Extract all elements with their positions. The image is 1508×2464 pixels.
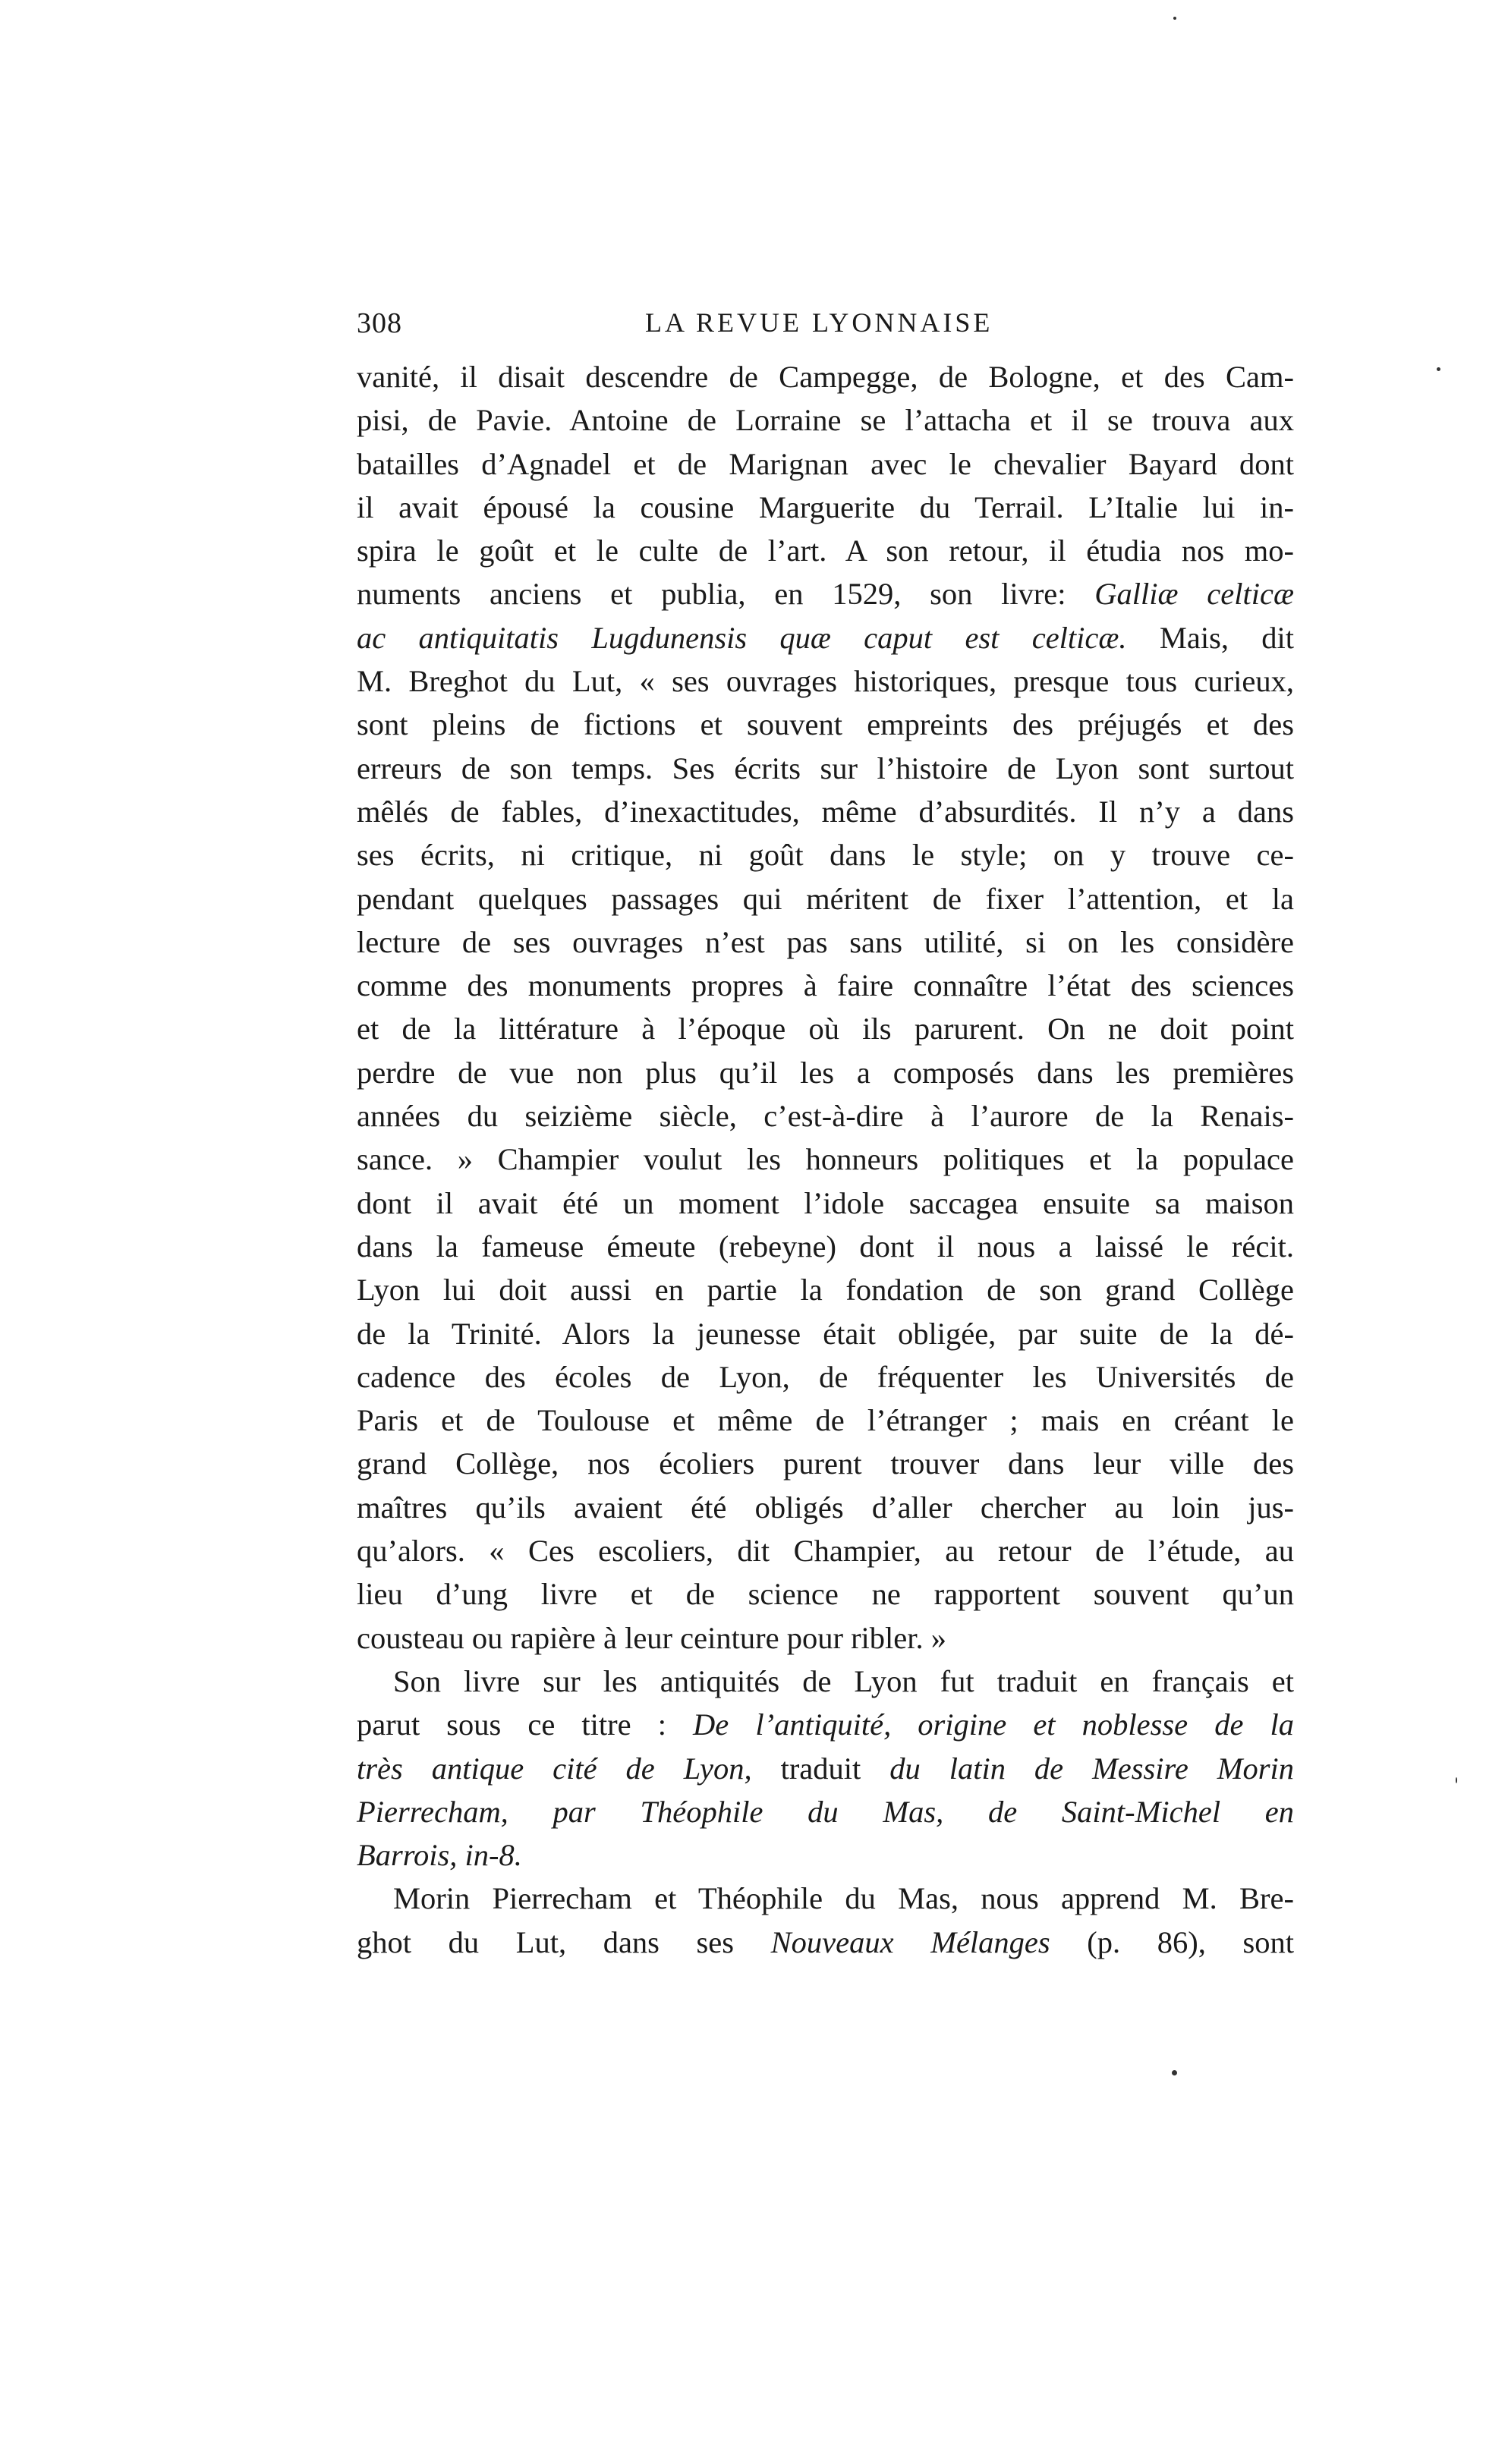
text-line — [357, 790, 1294, 833]
text-run: parut sous ce titre : — [357, 1707, 694, 1742]
text-line — [357, 659, 1294, 703]
text-run: et de la littérature à l’époque où ils parurent. On ne doit point — [357, 1012, 1294, 1046]
text-line — [357, 1007, 1294, 1050]
text-run: lecture de ses ouvrages n’est pas sans utilité, si on les considère — [357, 924, 1294, 959]
text-line — [357, 833, 1294, 876]
text-run: spira le goût et le culte de l’art. A son retour, il étudia nos mo- — [357, 533, 1294, 568]
text-line — [357, 572, 1294, 615]
italic-text: très antique cité de Lyon, — [357, 1751, 752, 1786]
text-line — [357, 703, 1294, 746]
italic-text: ac antiquitatis Lugdunensis quæ caput est celticæ. — [357, 620, 1127, 655]
text-run: comme des monuments propres à faire connaître l’état des sciences — [357, 968, 1294, 1003]
text-line — [357, 1703, 1294, 1746]
text-run: perdre de vue non plus qu’il les a composés dans les premières — [357, 1055, 1294, 1090]
text-line — [357, 398, 1294, 442]
text-line — [357, 1399, 1294, 1442]
text-run: sont pleins de fictions et souvent empreints des préjugés et des — [357, 707, 1294, 742]
text-run: dans la fameuse émeute (rebeyne) dont il nous a laissé le récit. — [357, 1229, 1294, 1263]
text-run: vanité, il disait descendre de Campegge, de Bologne, et des Cam- — [357, 360, 1294, 394]
text-line — [357, 1747, 1294, 1790]
italic-text: De l’antiquité, origine et noblesse de la — [693, 1707, 1294, 1742]
text-line — [357, 1442, 1294, 1485]
text-run: cadence des écoles de Lyon, de fréquenter les Universités de — [357, 1359, 1294, 1394]
text-run: sance. » Champier voulut les honneurs politiques et la populace — [357, 1142, 1294, 1177]
italic-text: du latin de Messire Morin — [889, 1751, 1294, 1786]
scan-speck — [1437, 367, 1440, 371]
italic-text: Galliæ celticæ — [1094, 577, 1294, 612]
italic-text: Nouveaux Mélanges — [770, 1924, 1050, 1959]
text-line — [357, 1225, 1294, 1268]
body-text — [357, 355, 1294, 1964]
italic-text: Pierrecham, par Théophile du Mas, de Saint-Michel en — [357, 1794, 1294, 1829]
text-run: années du seizième siècle, c’est-à-dire à l’aurore de la Renais- — [357, 1099, 1294, 1134]
text-line — [357, 1355, 1294, 1399]
text-line — [357, 747, 1294, 790]
text-line — [357, 964, 1294, 1007]
text-line — [357, 1138, 1294, 1181]
text-run: grand Collège, nos écoliers purent trouver dans leur ville des — [357, 1446, 1294, 1481]
text-line — [357, 1312, 1294, 1355]
text-run: pisi, de Pavie. Antoine de Lorraine se l’attacha et il se trouva aux — [357, 403, 1294, 438]
text-line — [357, 1182, 1294, 1225]
page-number: 308 — [357, 307, 402, 339]
text-run: qu’alors. « Ces escoliers, dit Champier, au retour de l’étude, au — [357, 1534, 1294, 1569]
text-run: Morin Pierrecham et Théophile du Mas, nous apprend M. Bre- — [393, 1881, 1294, 1916]
text-line — [357, 442, 1294, 486]
text-run: traduit — [751, 1751, 890, 1786]
text-run: batailles d’Agnadel et de Marignan avec le chevalier Bayard dont — [357, 446, 1294, 481]
text-run: il avait épousé la cousine Marguerite du Terrail. L’Italie lui in- — [357, 489, 1294, 524]
text-run: erreurs de son temps. Ses écrits sur l’histoire de Lyon sont surtout — [357, 751, 1294, 785]
text-line — [357, 1877, 1294, 1920]
text-run: de la Trinité. Alors la jeunesse était obligée, par suite de la dé- — [357, 1316, 1294, 1351]
text-line — [357, 355, 1294, 398]
text-run: Son livre sur les antiquités de Lyon fut traduit en français et — [393, 1663, 1294, 1698]
text-run: Paris et de Toulouse et même de l’étranger ; mais en créant le — [357, 1403, 1294, 1438]
scan-speck — [1456, 1777, 1457, 1783]
text-line — [357, 1051, 1294, 1094]
text-line — [357, 1833, 1294, 1877]
text-run: M. Breghot du Lut, « ses ouvrages historiques, presque tous curieux, — [357, 664, 1294, 699]
text-run: maîtres qu’ils avaient été obligés d’aller chercher au loin jus- — [357, 1490, 1294, 1525]
text-run: ghot du Lut, dans ses — [357, 1924, 771, 1959]
text-run: mêlés de fables, d’inexactitudes, même d’absurdités. Il n’y a dans — [357, 794, 1294, 829]
scan-speck — [1173, 17, 1176, 20]
text-run: lieu d’ung livre et de science ne rapportent souvent qu’un — [357, 1577, 1294, 1612]
text-line — [357, 1616, 1294, 1660]
text-run: cousteau ou rapière à leur ceinture pour ribler. » — [357, 1620, 947, 1655]
scan-speck — [1172, 2070, 1177, 2075]
text-line — [357, 1486, 1294, 1529]
italic-text: Barrois, in-8. — [357, 1838, 522, 1873]
text-line — [357, 1529, 1294, 1572]
text-run: ses écrits, ni critique, ni goût dans le style; on y trouve ce- — [357, 838, 1294, 873]
text-run: Lyon lui doit aussi en partie la fondation de son grand Collège — [357, 1273, 1294, 1308]
text-line — [357, 1790, 1294, 1833]
text-line — [357, 1572, 1294, 1616]
text-run: pendant quelques passages qui méritent de fixer l’attention, et la — [357, 881, 1294, 916]
text-line — [357, 877, 1294, 920]
text-line — [357, 1660, 1294, 1703]
text-line — [357, 1268, 1294, 1311]
text-line — [357, 1094, 1294, 1138]
running-header — [357, 307, 1305, 352]
text-run: Mais, dit — [1126, 620, 1294, 655]
text-run: dont il avait été un moment l’idole saccagea ensuite sa maison — [357, 1185, 1294, 1220]
text-line — [357, 529, 1294, 572]
text-run: numents anciens et publia, en 1529, son livre: — [357, 577, 1095, 612]
text-line — [357, 486, 1294, 529]
text-line — [357, 920, 1294, 964]
text-line — [357, 1921, 1294, 1964]
text-run: (p. 86), sont — [1050, 1924, 1294, 1959]
running-title: LA REVUE LYONNAISE — [645, 307, 993, 338]
text-line — [357, 616, 1294, 659]
